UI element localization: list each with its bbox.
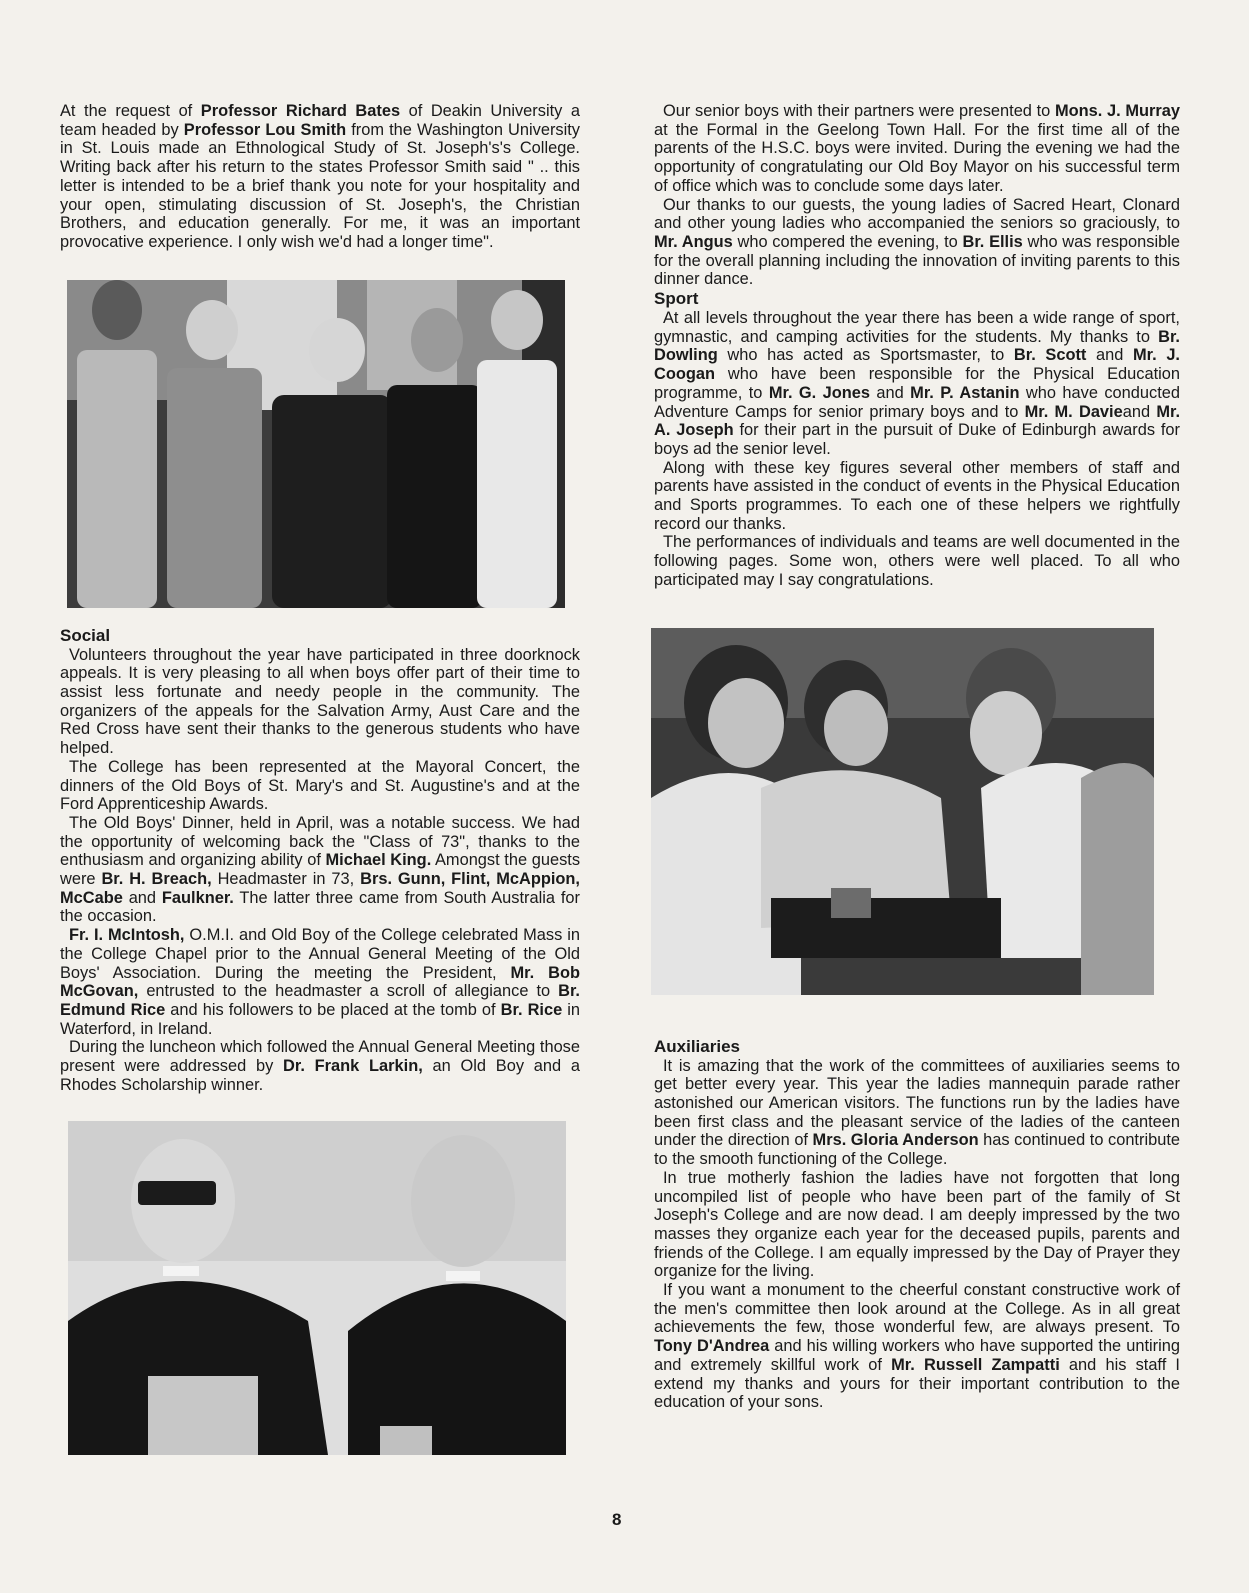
bold-name: Mr. Bob McGovan, <box>60 963 580 1001</box>
formal-paragraphs <box>654 102 1180 289</box>
bold-name: Br. Dowling <box>654 327 1180 365</box>
bold-name: Mr. J. Coogan <box>654 346 1180 384</box>
bold-name: Mr. P. Astanin <box>910 383 1020 402</box>
bold-name: Mr. G. Jones <box>768 383 871 402</box>
bold-name: Br. Ellis <box>962 232 1023 251</box>
bold-name: Mons. J. Murray <box>1054 102 1180 120</box>
left-column <box>60 102 580 1455</box>
priests-photo-image <box>68 1121 566 1455</box>
body-paragraph: At all levels throughout the year there has been a wide range of sport, gymnastic, and camping activities for the students. My thanks to Br. Dowling who has acted as Sportsmaster, to Br. Scott and Mr. J. Coogan who have been responsible for the Physical Education programme, to Mr. G. Jones and Mr. P. Astanin who have conducted Adventure Camps for senior primary boys and to Mr. M. Davieand Mr. A. Joseph for their part in the pursuit of Duke of Edinburgh awards for boys ad the senior level. <box>654 309 1181 458</box>
social-heading: Social <box>60 625 111 645</box>
bold-name: Mr. Russell Zampatti <box>891 1355 1060 1374</box>
bold-name: Fr. I. McIntosh, <box>69 926 185 945</box>
bold-name: Professor Lou Smith <box>183 120 347 139</box>
bold-name: Mr. M. Davie <box>1024 402 1123 421</box>
group-photo-image <box>67 280 565 608</box>
body-paragraph: The performances of individuals and teams are well documented in the following pages. Some won, others were well placed. To all who participated may I say congratulations. <box>654 533 1180 589</box>
bold-name: Br. H. Breach, <box>101 870 212 889</box>
intro-paragraph: At the request of Professor Richard Bates of Deakin University a team headed by Professor Lou Smith from the Washington University in St. Louis made an Ethnological Study of St. Joseph's's College. Writing back after his return to the states Professor Smith said " .. this letter is intended to be a brief thank you note for your hospitality and your open, stimulating discussion of St. Joseph's, the Christian Brothers, and education generally. For me, it was an important provocative experience. I only wish we'd had a longer time". <box>60 102 581 251</box>
bold-name: Mrs. Gloria Anderson <box>812 1131 979 1150</box>
sport-heading: Sport <box>654 289 699 309</box>
body-paragraph: The College has been represented at the Mayoral Concert, the dinners of the Old Boys of St. Mary's and St. Augustine's and at the Ford Apprenticeship Awards. <box>60 757 580 814</box>
photo-ladies-canteen <box>651 628 1154 995</box>
bold-name: Mr. A. Joseph <box>654 402 1180 440</box>
social-paragraphs <box>60 646 580 1095</box>
body-paragraph: Volunteers throughout the year have participated in three doorknock appeals. It is very pleasing to all when boys offer part of their time to assist less fortunate and needy people in the community. The organizers of the appeals for the Salvation Army, Aust Care and the Red Cross have sent their thanks to the generous students who have helped. <box>60 645 580 758</box>
bold-name: Brs. Gunn, Flint, McAppion, McCabe <box>60 870 580 907</box>
auxiliaries-heading: Auxiliaries <box>654 1036 740 1056</box>
auxiliaries-paragraphs <box>654 1057 1180 1412</box>
body-paragraph: In true motherly fashion the ladies have not forgotten that long uncompiled list of people who have been part of the family of St Joseph's College and are now dead. I am deeply impressed by the two masses they organize each year for the deceased pupils, parents and friends of the College. I am equally impressed by the Day of Prayer they organize for the living. <box>654 1168 1180 1281</box>
ladies-photo-image <box>651 628 1154 995</box>
photo-two-priests <box>68 1121 566 1455</box>
page-number: 8 <box>612 1510 622 1529</box>
body-paragraph: It is amazing that the work of the committees of auxiliaries seems to get better every year. This year the ladies mannequin parade rather astonished our American visitors. The functions run by the ladies have been first class and the pleasant service of the ladies of the canteen under the direction of Mrs. Gloria Anderson has continued to contribute to the smooth functioning of the College. <box>654 1056 1180 1169</box>
body-paragraph: Along with these key figures several other members of staff and parents have assisted in the conduct of events in the Physical Education and Sports programmes. To each one of these helpers we rightfully record our thanks. <box>654 458 1180 533</box>
body-paragraph: The Old Boys' Dinner, held in April, was a notable success. We had the opportunity of welcoming back the "Class of 73", thanks to the enthusiasm and organizing ability of Michael King. Amongst the guests were Br. H. Breach, Headmaster in 73, Brs. Gunn, Flint, McAppion, McCabe and Faulkner. The latter three came from South Australia for the occasion. <box>60 813 581 926</box>
body-paragraph: Our senior boys with their partners were presented to Mons. J. Murray at the Formal in the Geelong Town Hall. For the first time all of the parents of the H.S.C. boys were invited. During the evening we had the opportunity of congratulating our Old Boy Mayor on his successful term of office which was to conclude some days later. <box>654 102 1180 195</box>
sport-paragraphs <box>654 309 1180 590</box>
body-paragraph: Fr. I. McIntosh, O.M.I. and Old Boy of the College celebrated Mass in the College Chapel prior to the Annual General Meeting of the Old Boys' Association. During the meeting the President, Mr. Bob McGovan, entrusted to the headmaster a scroll of allegiance to Br. Edmund Rice and his followers to be placed at the tomb of Br. Rice in Waterford, in Ireland. <box>60 926 581 1038</box>
bold-name: Br. Scott <box>1013 346 1087 365</box>
bold-name: Br. Edmund Rice <box>60 982 580 1019</box>
bold-name: Tony D'Andrea <box>654 1337 770 1356</box>
bold-name: Dr. Frank Larkin, <box>283 1057 423 1076</box>
body-paragraph: During the luncheon which followed the Annual General Meeting those present were addressed by Dr. Frank Larkin, an Old Boy and a Rhodes Scholarship winner. <box>60 1038 580 1094</box>
bold-name: Professor Richard Bates <box>200 102 401 120</box>
group-photo-five-men <box>67 280 565 608</box>
bold-name: Mr. Angus <box>654 232 733 251</box>
bold-name: Br. Rice <box>500 1000 563 1019</box>
bold-name: Michael King. <box>325 851 432 870</box>
right-column <box>654 102 1180 1412</box>
body-paragraph: Our thanks to our guests, the young ladies of Sacred Heart, Clonard and other young ladies who accompanied the seniors so graciously, to Mr. Angus who compered the evening, to Br. Ellis who was responsible for the overall planning including the innovation of inviting parents to this dinner dance. <box>654 195 1180 289</box>
bold-name: Faulkner. <box>161 888 234 907</box>
body-paragraph: If you want a monument to the cheerful constant constructive work of the men's committee then look around at the College. As in all great achievements the few, those wonderful few, are always present. To Tony D'Andrea and his willing workers who have supported the untiring and extremely skillful work of Mr. Russell Zampatti and his staff I extend my thanks and yours for their important contribution to the education of your sons. <box>654 1281 1180 1412</box>
